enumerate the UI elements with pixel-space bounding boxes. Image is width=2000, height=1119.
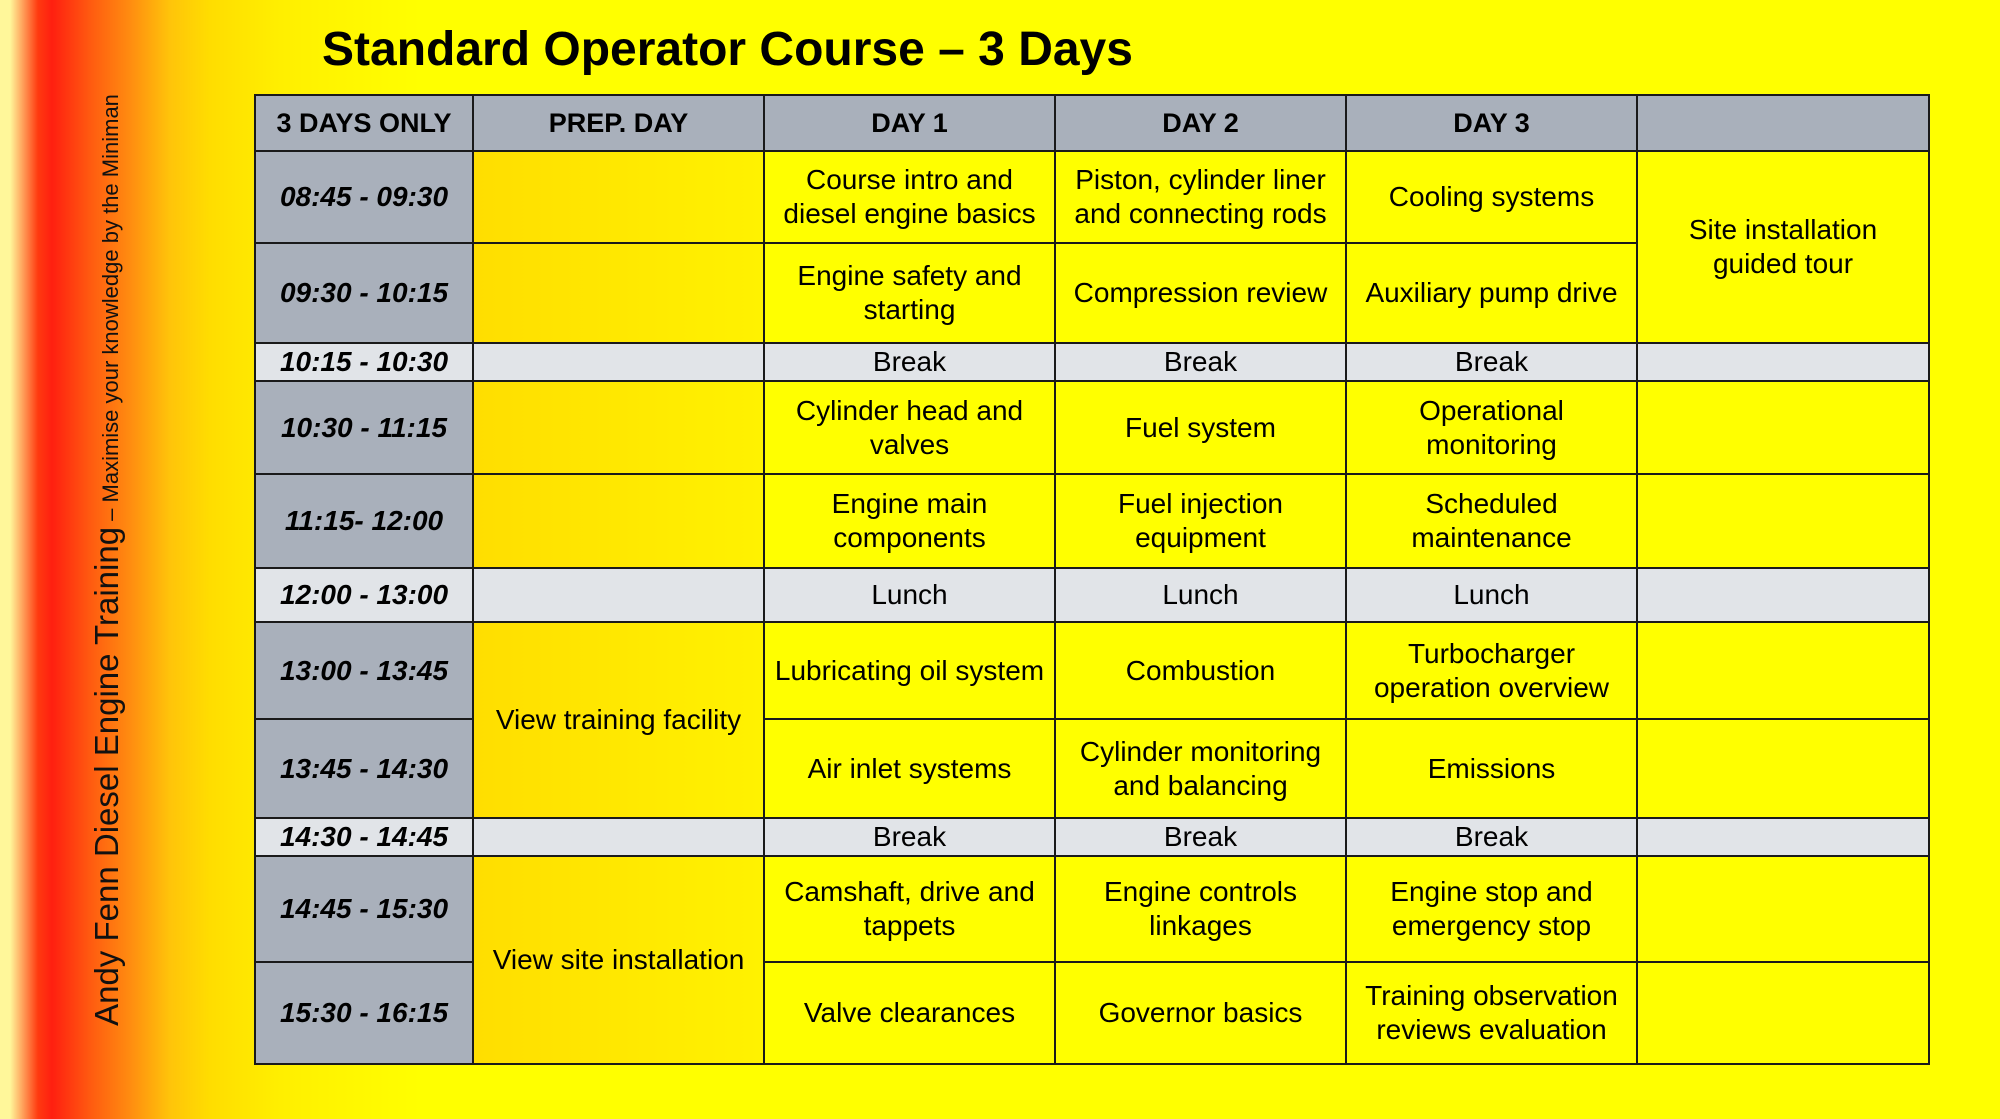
table-row (255, 622, 1929, 719)
time-cell: 12:00 - 13:00 (255, 568, 473, 622)
day3-cell: Operational monitoring (1346, 381, 1637, 474)
prep-cell (473, 381, 764, 474)
day1-cell: Air inlet systems (764, 719, 1055, 818)
day3-cell: Cooling systems (1346, 151, 1637, 243)
day2-cell: Break (1055, 818, 1346, 856)
prep-cell (473, 474, 764, 568)
extra-cell (1637, 474, 1929, 568)
day2-cell: Break (1055, 343, 1346, 381)
day1-cell: Engine main components (764, 474, 1055, 568)
prep-cell (473, 818, 764, 856)
day2-cell: Piston, cylinder liner and connecting rods (1055, 151, 1346, 243)
time-cell: 13:45 - 14:30 (255, 719, 473, 818)
day1-cell: Lunch (764, 568, 1055, 622)
table-row (255, 151, 1929, 243)
day1-cell: Break (764, 343, 1055, 381)
day3-cell: Scheduled maintenance (1346, 474, 1637, 568)
day3-cell: Auxiliary pump drive (1346, 243, 1637, 343)
day3-cell: Emissions (1346, 719, 1637, 818)
day1-cell: Cylinder head and valves (764, 381, 1055, 474)
table-row (255, 568, 1929, 622)
day3-cell: Training observation reviews evaluation (1346, 962, 1637, 1064)
header-cell: DAY 1 (764, 95, 1055, 151)
header-cell: PREP. DAY (473, 95, 764, 151)
time-cell: 11:15- 12:00 (255, 474, 473, 568)
header-cell: 3 DAYS ONLY (255, 95, 473, 151)
extra-cell (1637, 343, 1929, 381)
prep-cell (473, 243, 764, 343)
table-row (255, 818, 1929, 856)
page-title: Standard Operator Course – 3 Days (322, 23, 1133, 76)
header-cell: DAY 3 (1346, 95, 1637, 151)
prep-cell: View site installation (473, 856, 764, 1064)
time-cell: 14:30 - 14:45 (255, 818, 473, 856)
extra-cell (1637, 856, 1929, 962)
day2-cell: Governor basics (1055, 962, 1346, 1064)
day1-cell: Course intro and diesel engine basics (764, 151, 1055, 243)
extra-cell (1637, 719, 1929, 818)
day2-cell: Engine controls linkages (1055, 856, 1346, 962)
extra-cell (1637, 568, 1929, 622)
table-row (255, 856, 1929, 962)
day3-cell: Break (1346, 343, 1637, 381)
extra-cell (1637, 962, 1929, 1064)
day2-cell: Fuel system (1055, 381, 1346, 474)
day3-cell: Lunch (1346, 568, 1637, 622)
time-cell: 13:00 - 13:45 (255, 622, 473, 719)
day1-cell: Lubricating oil system (764, 622, 1055, 719)
site-tour-cell: Site installation guided tour (1637, 151, 1929, 343)
time-cell: 08:45 - 09:30 (255, 151, 473, 243)
prep-cell: View training facility (473, 622, 764, 818)
side-caption-sub: – Maximise your knowledge by the Miniman (98, 94, 123, 527)
table-row (255, 474, 1929, 568)
day3-cell: Turbocharger operation overview (1346, 622, 1637, 719)
header-row (255, 95, 1929, 151)
side-caption-main: Andy Fenn Diesel Engine Training (88, 526, 125, 1026)
time-cell: 09:30 - 10:15 (255, 243, 473, 343)
day1-cell: Break (764, 818, 1055, 856)
day2-cell: Combustion (1055, 622, 1346, 719)
prep-cell (473, 151, 764, 243)
day3-cell: Break (1346, 818, 1637, 856)
schedule-table (254, 94, 1930, 1065)
day1-cell: Camshaft, drive and tappets (764, 856, 1055, 962)
day2-cell: Fuel injection equipment (1055, 474, 1346, 568)
day2-cell: Cylinder monitoring and balancing (1055, 719, 1346, 818)
header-cell (1637, 95, 1929, 151)
time-cell: 10:30 - 11:15 (255, 381, 473, 474)
day3-cell: Engine stop and emergency stop (1346, 856, 1637, 962)
day1-cell: Valve clearances (764, 962, 1055, 1064)
day2-cell: Lunch (1055, 568, 1346, 622)
table-row (255, 343, 1929, 381)
side-caption (88, 94, 126, 1026)
day2-cell: Compression review (1055, 243, 1346, 343)
table-row (255, 381, 1929, 474)
day1-cell: Engine safety and starting (764, 243, 1055, 343)
extra-cell (1637, 818, 1929, 856)
extra-cell (1637, 622, 1929, 719)
extra-cell (1637, 381, 1929, 474)
header-cell: DAY 2 (1055, 95, 1346, 151)
time-cell: 15:30 - 16:15 (255, 962, 473, 1064)
time-cell: 10:15 - 10:30 (255, 343, 473, 381)
prep-cell (473, 568, 764, 622)
time-cell: 14:45 - 15:30 (255, 856, 473, 962)
prep-cell (473, 343, 764, 381)
